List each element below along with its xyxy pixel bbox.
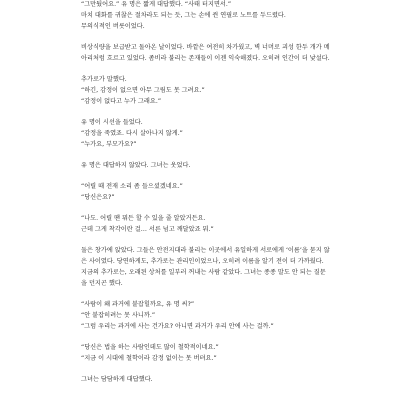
text-line: “하긴, 감정이 없으면 아무 그림도 못 그려요.” (81, 87, 205, 94)
text-line: 둘은 창가에 앉았다. 그들은 안전지대라 불리는 이곳에서 유일하게 서로에게 ‘이름’을 묻지 않 (81, 247, 330, 254)
paragraph (81, 342, 381, 364)
text-line: “누가요, 부모가요?” (81, 141, 137, 148)
text-line: “지금 이 시대에 철학이라 감정 없이는 못 버텨요.” (81, 355, 217, 362)
paragraph (81, 160, 381, 171)
paragraph (81, 299, 381, 332)
text-line: “안 붙잡히려는 못 사니까.” (81, 312, 156, 319)
text-line: “당신은요?” (81, 194, 115, 201)
text-line: “사람이 왜 과거에 붙잡힐까요, 유 명 씨?” (81, 301, 195, 308)
paragraph (81, 374, 381, 385)
paragraph-gap (81, 289, 381, 299)
text-line: 아리처럼 흐르고 있었다. 좀비라 불리는 존재들이 이젠 익숙해졌다. 오히려 인간이 더 낯설다. (81, 55, 330, 62)
text-line: 그녀는 담담하게 대답했다. (81, 376, 153, 383)
text-line: 지금의 추가로는, 오래된 상처를 일부러 꺼내는 사람 같았다. 그녀는 종종 말도 안 되는 질문 (81, 269, 326, 276)
paragraph-gap (81, 203, 381, 213)
text-line: 마치 대화를 귀찮은 절차라도 되는 듯, 그는 손에 쥔 연필로 노트를 두드렸다. (81, 12, 286, 19)
text-line: 추가로가 말했다. (81, 76, 127, 83)
paragraph-gap (81, 235, 381, 245)
paragraph-gap (81, 171, 381, 181)
paragraph-gap (81, 32, 381, 42)
paragraph-gap (81, 364, 381, 374)
paragraph-gap (81, 64, 381, 74)
paragraph (81, 74, 381, 107)
paragraph (81, 42, 381, 64)
paragraph (81, 0, 381, 32)
text-line: 근데 그게 착각이란 걸… 서른 넘고 깨달았죠 뭐.” (81, 226, 214, 233)
text-line: “어릴 때 전재 소리 좀 들으셨겠네요.” (81, 183, 183, 190)
text-line: “나도. 어릴 땐 뭐든 할 수 있을 줄 알았거든요. (81, 215, 206, 222)
paragraph (81, 181, 381, 203)
paragraph-gap (81, 107, 381, 117)
paragraph (81, 245, 381, 289)
paragraph-gap (81, 332, 381, 342)
paragraph (81, 213, 381, 235)
text-line: 은 사이였다. 당연하게도, 추가로는 관리인이었으나, 오히려 이름을 알기 전이 더 가까웠다. (81, 258, 324, 265)
text-line: 유 명이 시선을 들었다. (81, 119, 143, 126)
text-line: 무의식적인 버릇이었다. (81, 23, 145, 30)
text-line: “그럼 우리는 과거에 사는 건가요? 아니면 과거가 우리 안에 사는 걸까.” (81, 323, 274, 330)
text-line: 을 던지곤 했다. (81, 280, 123, 287)
text-line: 유 명은 대답하지 않았다. 그녀는 웃었다. (81, 162, 191, 169)
text-line: “감정을 죽였죠. 다시 살아나지 않게.” (81, 130, 183, 137)
text-line: “감정이 없다고 누가 그래요.” (81, 98, 162, 105)
text-line: 비상식량을 보급받고 돌아온 날이었다. 바깥은 여전히 차가웠고, 벽 너머로 괴성 한두 개가 메 (81, 44, 330, 51)
paragraph (81, 117, 381, 150)
text-column (81, 0, 381, 385)
text-line: “그만뒀어요.” 유 명은 짧게 대답했다. “사태 터지면서.” (81, 1, 232, 8)
paragraph-gap (81, 150, 381, 160)
text-line: “당신은 법을 하는 사람인데도 많이 철학적이네요.” (81, 344, 219, 351)
